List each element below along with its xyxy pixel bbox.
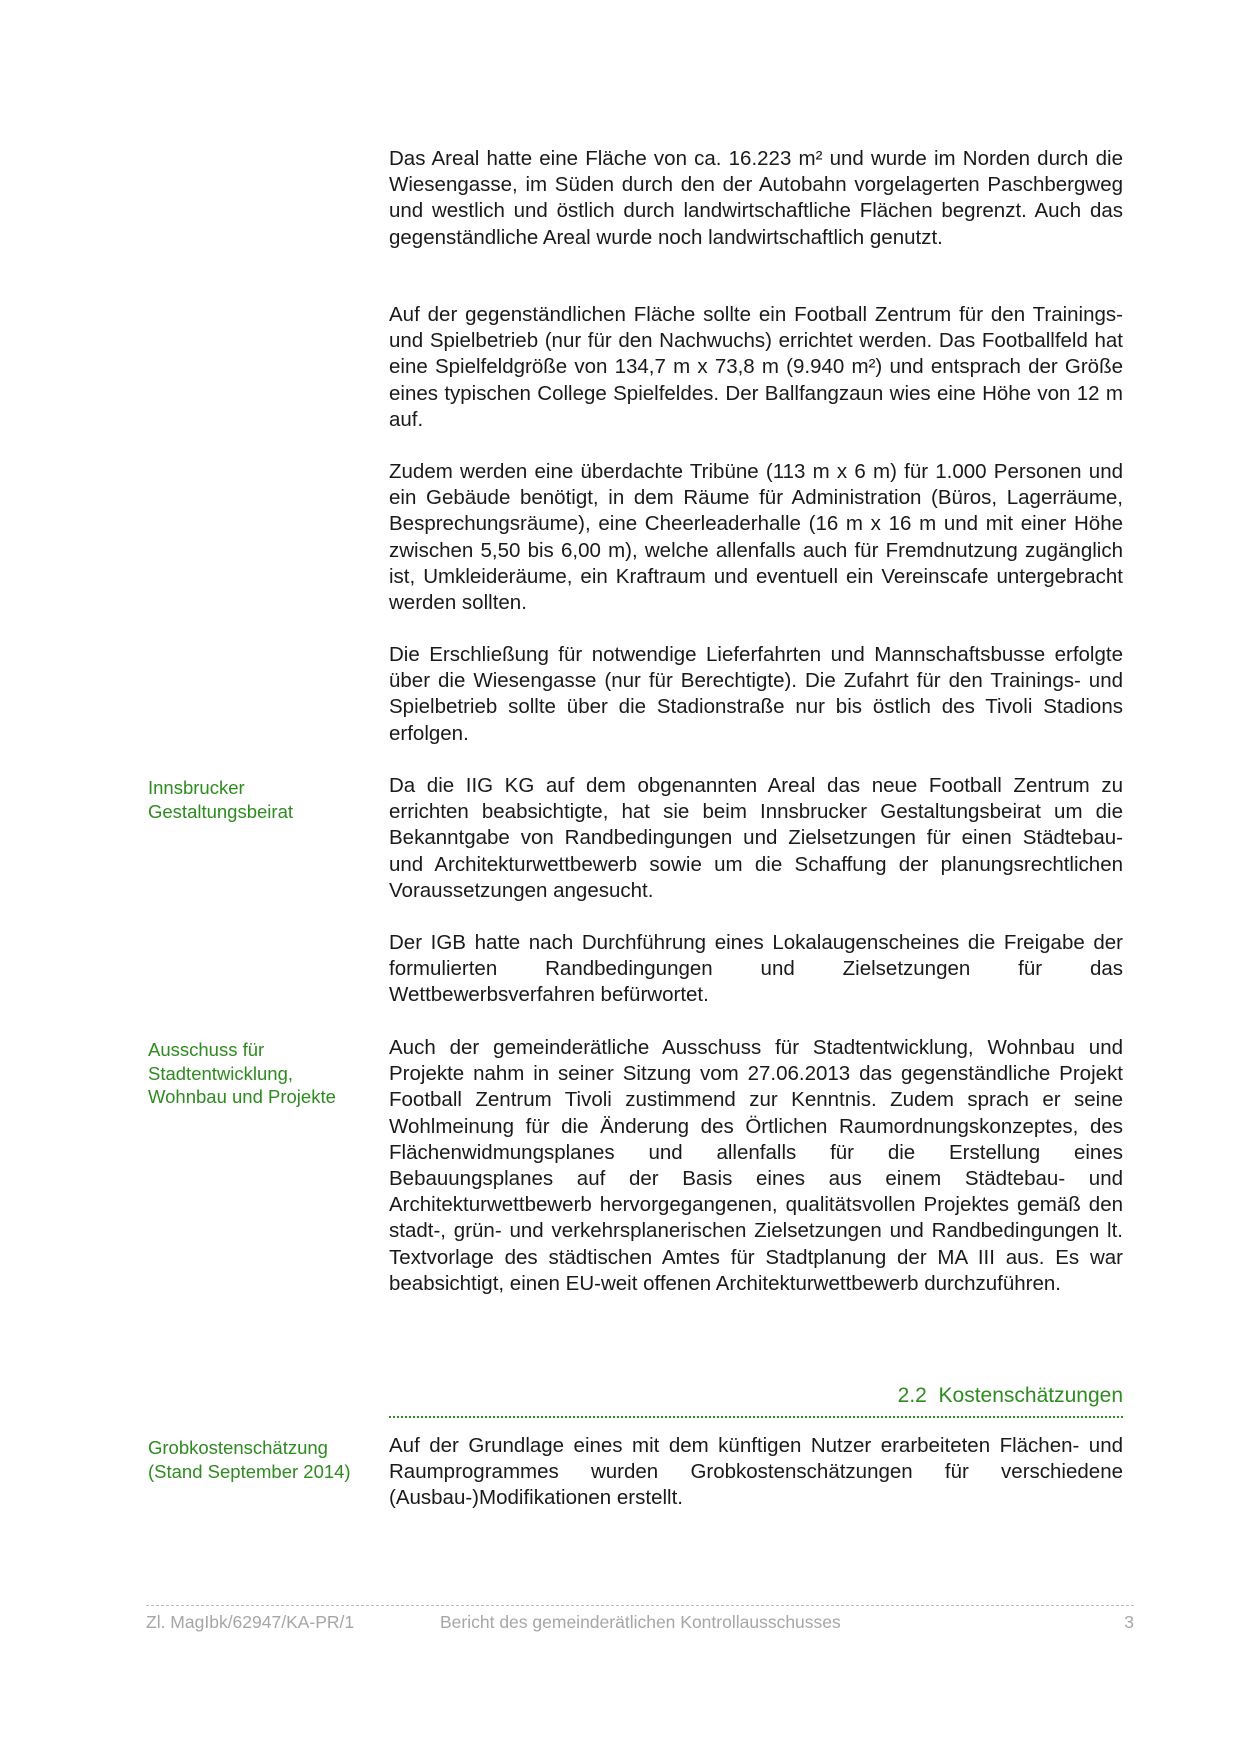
margin-note-line: Innsbrucker xyxy=(148,777,245,798)
footer-report-title: Bericht des gemeinderätlichen Kontrollausschusses xyxy=(440,1612,841,1632)
margin-note-line: Grobkostenschätzung xyxy=(148,1437,328,1458)
margin-note-grobkosten xyxy=(148,1436,388,1483)
section-number: 2.2 xyxy=(897,1384,927,1407)
body-paragraph-grobkosten: Auf der Grundlage eines mit dem künftigen Nutzer erarbeiteten Flächen- und Raumprogrammes wurden Grobkostenschätzungen für verschiedene (Ausbau-)Modifikationen erstellt. xyxy=(389,1434,1123,1510)
body-paragraph-areal: Das Areal hatte eine Fläche von ca. 16.223 m² und wurde im Norden durch die Wiesengasse, im Süden durch den der Autobahn vorgelagerten Paschbergweg und westlich und östlich durch landwirtschaftliche Flächen begrenzt. Auch das gegenständliche Areal wurde noch landwirtschaftlich genutzt. xyxy=(389,147,1123,249)
margin-note-line: (Stand September 2014) xyxy=(148,1460,351,1482)
body-paragraph-erschliessung: Die Erschließung für notwendige Lieferfahrten und Mannschaftsbusse erfolgte über die Wiesengasse (nur für Berechtigte). Die Zufahrt für den Trainings- und Spielbetrieb sollte über die Stadionstraße nur bis östlich des Tivoli Stadions erfolgen. xyxy=(389,643,1123,745)
body-paragraph-tribuene: Zudem werden eine überdachte Tribüne (113 m x 6 m) für 1.000 Personen und ein Gebäude benötigt, in dem Räume für Administration (Büros, Lagerräume, Besprechungsräume), eine Cheerleaderhalle (16 m x 16 m und mit einer Höhe zwischen 5,50 bis 6,00 m), welche allenfalls auch für Fremdnutzung zugänglich ist, Umkleideräume, ein Kraftraum und eventuell ein Vereinscafe untergebracht werden sollten. xyxy=(389,460,1123,615)
body-paragraph-igb: Der IGB hatte nach Durchführung eines Lokalaugenscheines die Freigabe der formulierten Randbedingungen und Zielsetzungen für das Wettbewerbsverfahren befürwortet. xyxy=(389,931,1123,1007)
footer-page-number: 3 xyxy=(1124,1612,1134,1632)
body-paragraph-ausschuss: Auch der gemeinderätliche Ausschuss für Stadtentwicklung, Wohnbau und Projekte nahm in seiner Sitzung vom 27.06.2013 das gegenständliche Projekt Football Zentrum Tivoli zustimmend zur Kenntnis. Zudem sprach er seine Wohlmeinung für die Änderung des Örtlichen Raumordnungskonzeptes, des Flächenwidmungsplanes und allenfalls für die Erstellung eines Bebauungsplanes auf der Basis eines aus einem Städtebau- und Architekturwettbewerb hervorgegangenen, qualitätsvollen Projektes gemäß den stadt-, grün- und verkehrsplanerischen Zielsetzungen und Randbedingungen lt. Textvorlage des städtischen Amtes für Stadtplanung der MA III aus. Es war beabsichtigt, einen EU-weit offenen Architekturwettbewerb durchzuführen. xyxy=(389,1036,1123,1295)
margin-note-ausschuss xyxy=(148,1038,388,1109)
footer-reference: Zl. MagIbk/62947/KA-PR/1 xyxy=(146,1612,355,1632)
section-heading xyxy=(389,1384,1123,1408)
margin-note-gestaltungsbeirat xyxy=(148,776,388,823)
margin-note-line: Wohnbau und Projekte xyxy=(148,1086,336,1107)
margin-note-line: Ausschuss für xyxy=(148,1039,265,1060)
section-divider xyxy=(389,1416,1123,1418)
body-paragraph-football-zentrum: Auf der gegenständlichen Fläche sollte ein Football Zentrum für den Trainings- und Spielbetrieb (nur für den Nachwuchs) errichtet werden. Das Footballfeld hat eine Spielfeldgröße von 134,7 m x 73,8 m (9.940 m²) und entsprach der Größe eines typischen College Spielfeldes. Der Ballfangzaun wies eine Höhe von 12 m auf. xyxy=(389,303,1123,431)
footer-divider xyxy=(146,1605,1134,1606)
section-title: Kostenschätzungen xyxy=(938,1384,1123,1407)
margin-note-line: Stadtentwicklung, xyxy=(148,1062,294,1084)
body-paragraph-iig-kg: Da die IIG KG auf dem obgenannten Areal das neue Football Zentrum zu errichten beabsichtigte, hat sie beim Innsbrucker Gestaltungsbeirat um die Bekanntgabe von Randbedingungen und Zielsetzungen für einen Städtebau- und Architekturwettbewerb sowie um die Schaffung der planungsrechtlichen Voraussetzungen angesucht. xyxy=(389,774,1123,902)
margin-note-line: Gestaltungsbeirat xyxy=(148,800,294,822)
